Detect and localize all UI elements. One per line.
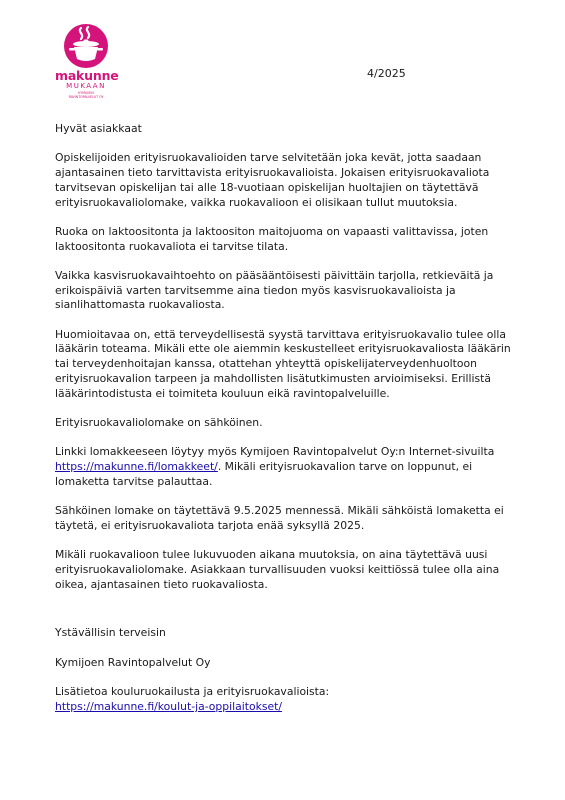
paragraph-lactose-free: Ruoka on laktoositonta ja laktoositon maitojuoma on vapaasti valittavissa, joten laktoositonta ruokavaliota ei tarvitse tilata. bbox=[55, 224, 489, 253]
logo-subtitle bbox=[55, 91, 117, 99]
paragraph-deadline: Sähköinen lomake on täytettävä 9.5.2025 mennessä. Mikäli sähköistä lomaketta ei täytetä, ei erityisruokavaliota tarjota enää syksyllä 2025. bbox=[55, 504, 504, 532]
logo-subtitle-line2: RAVINTOPALVELUT OY bbox=[68, 95, 104, 99]
schools-link[interactable]: https://makunne.fi/koulut-ja-oppilaitokset/ bbox=[55, 699, 282, 713]
steaming-pot-icon bbox=[55, 22, 117, 72]
form-link-outro: . Mikäli erityisruokavalion tarve on loppunut, ei lomaketta tarvitse palauttaa. bbox=[55, 460, 473, 488]
paragraph-annual-survey: Opiskelijoiden erityisruokavalioiden tarve selvitetään joka kevät, jotta saadaan ajantasainen tieto tarvittavista erityisruokavalioista. Jokaisen erityisruokavaliota tarvitsevan opiskelijan tai alle 18-vuotiaan opiskelijan huoltajien on täytettävä erityisruokavaliolomake, vaikka ruokavalioon ei olisikaan tullut muutoksia. bbox=[55, 151, 490, 209]
paragraph-medical: Huomioitavaa on, että terveydellisestä syystä tarvittava erityisruokavalio tulee olla lääkärin toteama. Mikäli ette ole aiemmin keskustelleet erityisruokavaliosta lääkärin tai terveydenhoitajan kanssa, otattehan yhteyttä opiskelijaterveydenhuoltoon erityisruokavalion tarpeen ja mahdollisten lisätutkimusten arvioimiseksi. Erillistä lääkärintodistusta ei toimiteta kouluun eikä ravintopalveluille. bbox=[55, 327, 511, 400]
closing-company: Kymijoen Ravintopalvelut Oy bbox=[55, 655, 211, 669]
paragraph-form-link bbox=[55, 445, 515, 489]
greeting: Hyvät asiakkaat bbox=[55, 122, 142, 135]
letter-body bbox=[55, 122, 515, 729]
more-info-label: Lisätietoa kouluruokailusta ja erityisruokavalioista: bbox=[55, 685, 330, 699]
closing-regards: Ystävällisin terveisin bbox=[55, 626, 166, 640]
more-info-link-line bbox=[55, 700, 515, 715]
paragraph-changes: Mikäli ruokavalioon tulee lukuvuoden aikana muutoksia, on aina täytettävä uusi erityisruokavaliolomake. Asiakkaan turvallisuuden vuoksi keittiössä tulee olla aina oikea, ajantasainen tieto ruokavaliosta. bbox=[55, 548, 500, 591]
logo-subtitle-line1: KYMIJOEN bbox=[78, 91, 94, 95]
company-logo bbox=[55, 22, 117, 106]
paragraph-vegetarian: Vaikka kasvisruokavaihtoehto on pääsääntöisesti päivittäin tarjolla, retkieväitä ja erikoispäiviä varten tarvitsemme aina tiedon myös kasvisruokavalioista ja sianlihattomasta ruokavaliosta. bbox=[55, 268, 494, 312]
paragraph-form-electronic: Erityisruokavaliolomake on sähköinen. bbox=[55, 415, 263, 429]
logo-wordmark: makunne bbox=[55, 68, 119, 83]
logo-wordmark-secondary: MUKAAN bbox=[66, 82, 106, 90]
forms-link[interactable]: https://makunne.fi/lomakkeet/ bbox=[55, 460, 218, 474]
document-date: 4/2025 bbox=[367, 67, 406, 80]
form-link-intro: Linkki lomakkeeseen löytyy myös Kymijoen Ravintopalvelut Oy:n Internet-sivuilta bbox=[55, 445, 495, 459]
